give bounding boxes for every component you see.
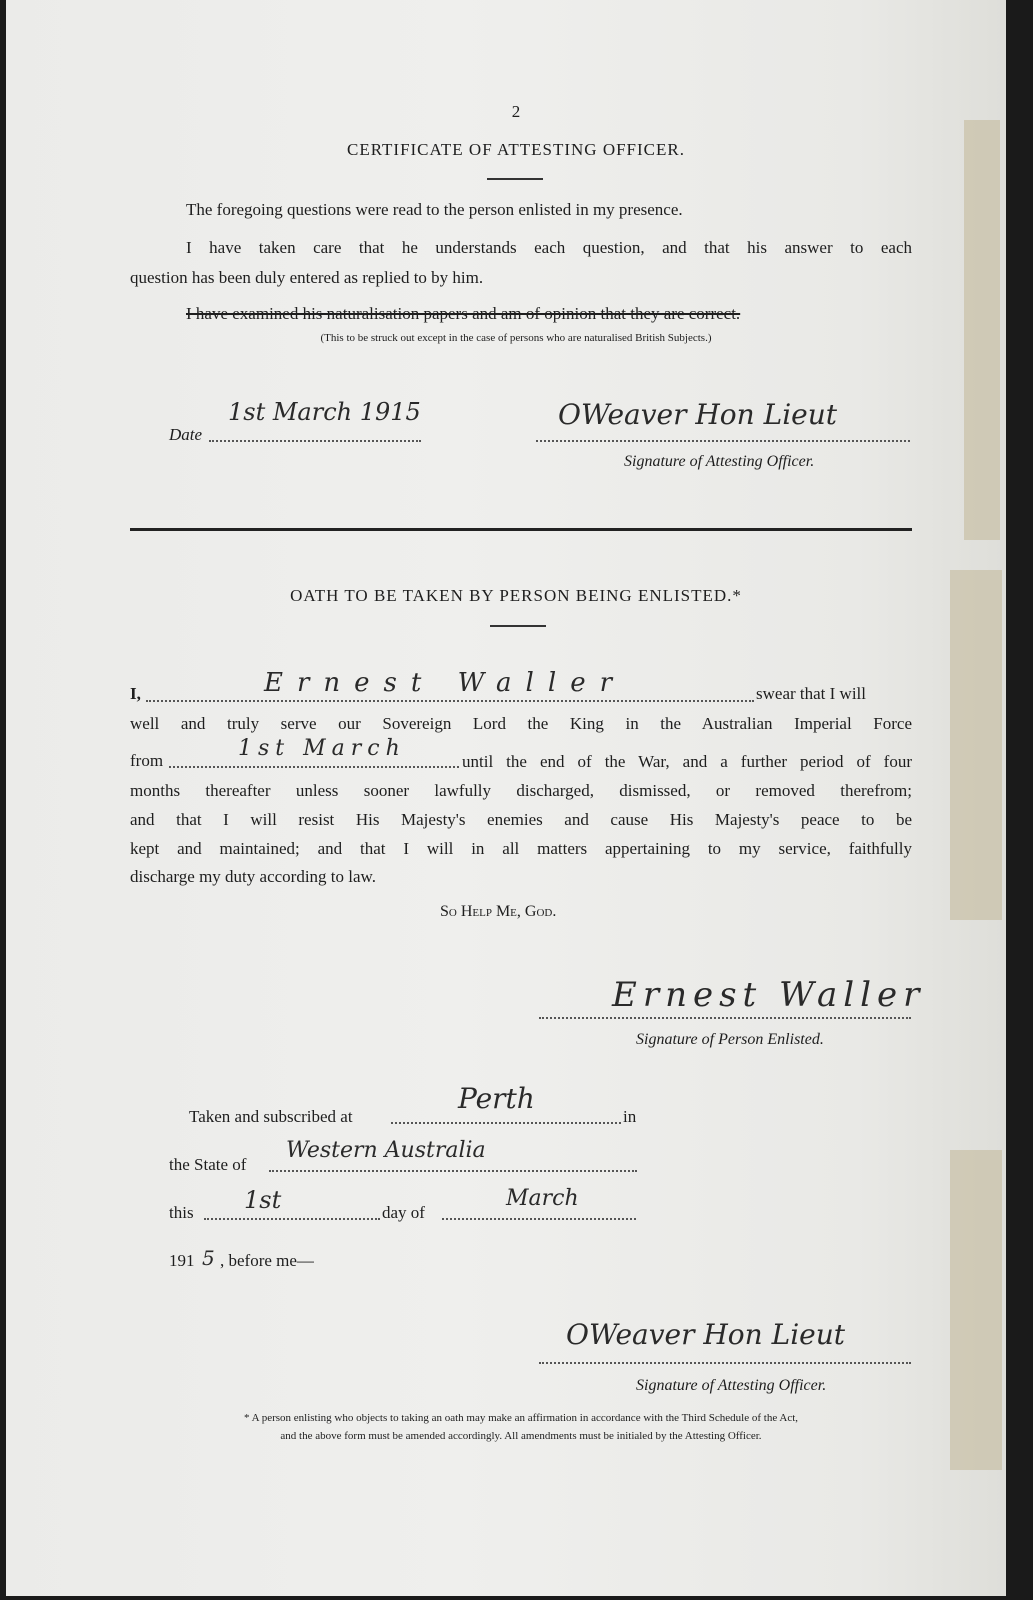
section-divider <box>130 528 912 531</box>
tape-stain-middle <box>950 570 1002 920</box>
officer-signature-caption-bottom: Signature of Attesting Officer. <box>636 1377 827 1394</box>
document-page <box>6 0 1006 1596</box>
officer-signature-bottom: OWeaver Hon Lieut <box>566 1318 846 1351</box>
oath-from-label: from <box>130 751 164 770</box>
oath-i-label: I, <box>130 684 141 703</box>
officer-signature-top: OWeaver Hon Lieut <box>558 398 838 431</box>
place-value: Perth <box>458 1082 535 1115</box>
oath-line-6: kept and maintained; and that I will in all matters appertaining to my service, faithfully <box>130 839 912 858</box>
date-label: Date <box>169 425 203 444</box>
this-label: this <box>169 1203 194 1222</box>
month-dotted-line <box>442 1218 636 1220</box>
day-dotted-line <box>204 1218 380 1220</box>
certificate-heading-rule <box>487 178 543 180</box>
officer-signature-line-bottom <box>539 1362 911 1364</box>
certificate-line-2a: I have taken care that he understands each question, and that his answer to each <box>186 238 912 257</box>
footnote-line-2: and the above form must be amended accordingly. All amendments must be initialed by the Attesting Officer. <box>280 1430 762 1442</box>
month-value: March <box>506 1186 579 1211</box>
state-dotted-line <box>269 1170 637 1172</box>
oath-name-dotted-line <box>146 700 754 702</box>
oath-line-4: months thereafter unless sooner lawfully discharged, dismissed, or removed therefrom; <box>130 781 912 800</box>
state-label: the State of <box>169 1155 247 1174</box>
before-me-label: , before me— <box>220 1251 314 1270</box>
certificate-line-1: The foregoing questions were read to the person enlisted in my presence. <box>186 200 683 219</box>
enlisted-signature-caption: Signature of Person Enlisted. <box>636 1031 824 1048</box>
state-value: Western Australia <box>286 1138 486 1163</box>
certificate-line-2b: question has been duly entered as replied to by him. <box>130 268 484 287</box>
so-help-me-god: So Help Me, God. <box>440 903 557 920</box>
naturalisation-struck-line: I have examined his naturalisation papers and am of opinion that they are correct. <box>186 304 741 323</box>
oath-swear-text: swear that I will <box>756 684 866 703</box>
page-number: 2 <box>511 102 521 121</box>
oath-name-value: Ernest Waller <box>264 668 627 698</box>
place-dotted-line <box>391 1122 621 1124</box>
footnote-line-1: * A person enlisting who objects to taking an oath may make an affirmation in accordance with the Third Schedule of the Act, <box>243 1412 799 1424</box>
naturalisation-note: (This to be struck out except in the case of persons who are naturalised British Subjects.) <box>320 332 712 344</box>
in-label: in <box>623 1107 637 1126</box>
tape-stain-bottom <box>950 1150 1002 1470</box>
oath-heading: OATH TO BE TAKEN BY PERSON BEING ENLISTED.* <box>290 586 742 605</box>
date-dotted-line <box>209 440 421 442</box>
year-value: 5 <box>202 1246 215 1270</box>
oath-heading-rule <box>490 625 546 627</box>
oath-line-7: discharge my duty according to law. <box>130 867 376 886</box>
oath-line-5: and that I will resist His Majesty's enemies and cause His Majesty's peace to be <box>130 810 912 829</box>
officer-signature-caption-top: Signature of Attesting Officer. <box>624 453 815 470</box>
oath-from-value: 1st March <box>238 736 406 761</box>
tape-stain-top <box>964 120 1000 540</box>
officer-signature-line-top <box>536 440 910 442</box>
day-of-label: day of <box>382 1203 425 1222</box>
oath-line-3-rest: until the end of the War, and a further period of four <box>462 752 912 771</box>
taken-subscribed-label: Taken and subscribed at <box>189 1107 353 1126</box>
date-value: 1st March 1915 <box>228 398 421 426</box>
enlisted-signature-line <box>539 1017 911 1019</box>
year-prefix: 191 <box>169 1251 195 1270</box>
enlisted-signature: Ernest Waller <box>612 975 926 1015</box>
oath-line-2: well and truly serve our Sovereign Lord the King in the Australian Imperial Force <box>130 714 912 733</box>
certificate-heading: CERTIFICATE OF ATTESTING OFFICER. <box>346 140 685 159</box>
day-value: 1st <box>244 1186 282 1214</box>
oath-from-dotted-line <box>169 766 459 768</box>
